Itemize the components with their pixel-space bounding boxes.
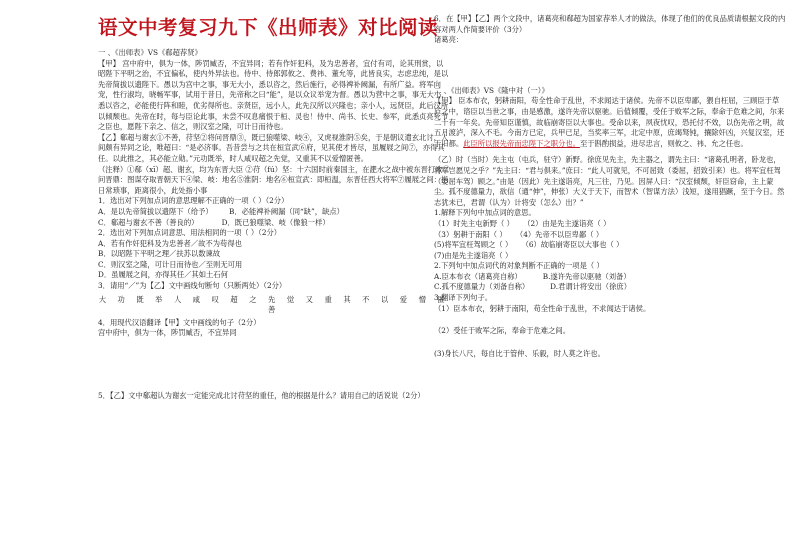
passage-a-2-lead: 【甲】 臣本布衣，躬耕南阳，苟全性命于乱世，不求闻达于诸侯。先帝不以臣卑鄙，猥自枉屈，三顾臣于草庐之中，谘臣以当世之事，由是感激，遂许先帝以驱驰。后值倾覆，受任于败军之际，奉命于危难之间，尔来二十有一年矣。先帝知臣谨慎，故临崩寄臣以大事也。受命以来，夙夜忧叹，恐托付不效，以伤先帝之明，故五月渡泸，深入不毛。今南方已定，兵甲已足，当奖率三军，北定中原，庶竭驽钝，攘除奸凶，兴复汉室，还于旧都。 [434,96,785,148]
q4-stem: 4．用现代汉语翻译【甲】文中画线的句子（2分） [98,317,261,327]
q2-option-a: A．若有作奸犯科及为忠善者／故不为苟得也 [98,238,242,248]
answer-space [98,339,450,379]
r-q3-sentence-3: (3)身长八尺，每自比于管仲、乐毅，时人莫之许也。 [434,348,605,358]
r-q1-item-6: （6）故临崩寄臣以大事也（ ） [521,240,624,250]
r-q2-option-a: A.臣本布衣（诸葛亮自称） [434,271,522,281]
r-q2-option-b: B.遂许先帝以驱驰（刘备） [542,271,631,281]
r-q1-item-1: （1）时先主屯新野（ ） [434,218,514,228]
passage-b-2: （乙）时（当时）先主屯（屯兵，驻守）新野。徐庶见先主，先主器之，谓先主曰：“诸葛孔明者，卧龙也，将军岂愿见之乎？”先主曰：“君与俱来。”庶曰：“此人可就见，不可屈致（委屈，招致引来）也。将军宜枉驾（委屈车驾）顾之。”由是（因此）先主遂诣亮，凡三往，乃见。因屏人曰：“汉室倾颓，奸臣窃命，主上蒙尘。孤不度德量力，欲信（通“伸”，伸张）大义于天下，而智术（智谋方法）浅短，遂用猖蹶，至于今日。然志犹未已，君谓（认为）计将安（怎么）出？” [434,155,785,207]
passage-notes: （注释）①郗（xī）超、谢玄，均为东晋大臣 ②苻（fú）坚：十六国时前秦国主，在淝水之战中被东晋打败③问晋鼎：图谋夺取晋朝天下④梁、岐：地名⑤淮阴：地名⑥桓宣武：即桓温，东晋任西大将军⑦履屐之间：指日常琐事，距离很小，此处指小事 [98,164,450,195]
r-q1-row [434,219,786,230]
q2-option-b: B．以昭陛下平明之理／扶苏以数谏故 [98,249,221,259]
r-q1-stem: 1.解释下列句中加点词的意思。 [434,208,536,218]
r-q2-row [434,282,786,293]
r-q2-row [434,272,786,283]
passage-a-2-tail: 至于斟酌损益，进尽忠言，则攸之、祎、允之任也。 [579,138,748,148]
left-column [98,48,450,402]
r-q1-item-2: （2）由是先主遂诣亮（ ） [523,218,611,228]
q6-answer-label: 诸葛亮： [434,35,464,45]
passage-a-2 [434,96,786,149]
r-q2-option-d: D.君谓计将安出（徐庶） [550,282,631,292]
r-q1-row [434,240,786,251]
passage-a: 【甲】 宫中府中，俱为一体，陟罚臧否，不宜异同；若有作奸犯科，及为忠善者，宜付有司，论其刑赏，以昭陛下平明之治，不宜偏私，使内外异法也。侍中、侍郎郭攸之、费祎、董允等，此皆良实，志虑忠纯，是以先帝简拔以遗陛下。愚以为宫中之事，事无大小，悉以咨之，然后施行，必得裨补阙漏，有所广益。将军向宠，性行淑均，晓畅军事，试用于昔日，先帝称之曰“能”，是以众议举宠为督。愚以为营中之事，事无大小，悉以咨之，必能使行阵和睦，优劣得所也。亲贤臣，远小人，此先汉所以兴隆也；亲小人，远贤臣，此后汉所以倾颓也。先帝在时，每与臣论此事，未尝不叹息痛恨于桓、灵也！侍中、尚书、长史、参军，此悉贞亮死节之臣也，愿陛下亲之、信之，则汉室之隆，可计日而待也。 [98,58,449,132]
r-q1-item-3: （3）躬耕于南阳（ ） [434,229,507,239]
r-q1-item-4: （4）先帝不以臣卑鄙（ ） [515,229,604,239]
q5-stem: 5．【乙】文中郗超认为谢玄一定能完成北讨苻坚的重任，他的根据是什么？请用自己的话说说（2分） [98,391,425,401]
q1-option-d: D．既已狼噬梁、岐（像狼一样） [221,217,330,227]
page-title: 语文中考复习九下《出师表》对比阅读 [98,16,439,39]
q2-option-c: C．则汉室之隆，可计日而待也／至则无可用 [98,259,243,269]
q6-stem: 6．在【甲】【乙】两个文段中，诸葛亮和郗超为国家荐举人才的做法，体现了他们的优良品质请根据文段的内容对两人作简要评价（3分） [434,14,786,34]
section-heading-2: 二 、《出师表》VS《隆中对（一）》 [434,85,549,95]
q1-option-c: C．郗超与谢玄不善（善良的） [98,217,199,227]
r-q3-stem: 3.翻译下列句子。 [434,293,493,303]
q3-sentence: 大 功 既 举 人 咸 叹 超 之 先 觉 又 重 其 不 以 爱 憎 匿 善 [98,294,450,315]
r-q1-item-7: (7)由是先主遂诣亮（ ） [434,250,513,260]
q2-option-d: D．虽履屐之间，亦得其任／其如土石何 [98,270,228,280]
r-q2-stem: 2.下列句中加点词代的对象判断不正确的一项是（ ） [434,261,604,271]
answer-space [98,379,450,391]
passage-a-2-underlined-sentence: 此臣所以报先帝而忠陛下之职分也。 [463,138,580,148]
r-q1-row [434,230,786,241]
answer-space [434,337,786,349]
r-q3-sentence-2: （2）受任于败军之际，奉命于危难之间。 [434,326,570,336]
q1-option-a: A．是以先帝简拔以遗陛下（给予） [98,206,213,216]
answer-space [434,46,786,86]
q1-options-row [98,207,450,218]
right-column [434,14,786,359]
q4-sentence: 宫中府中，俱为一体，陟罚臧否，不宜异同 [98,328,237,338]
q1-option-b: B．必能裨补阙漏（同“缺”，缺点） [228,206,344,216]
r-q2-option-c: C.孤不度德量力（刘备自称） [434,282,530,292]
q3-stem: 3．请用“／”为【乙】文中画线句断句（只断两处）（2分） [98,281,287,291]
r-q1-item-5: (5)将军宜枉驾顾之（ ） [434,240,513,250]
section-heading-1: 一 、《出师表》VS《郗超荐贤》 [98,48,202,57]
passage-b: 【乙】郗超与谢玄①不善，苻坚②将问晋鼎③，既已狼噬梁、岐④，又虎视淮阴⑤矣，于是朝议遣玄北讨，人间颇有异同之论，唯超曰：“是必济事。吾昔尝与之共在桓宣武⑥府，见其使才皆尽，虽履屐之间⑦，亦得其任。以此推之，其必能立勋。”元功既举，时人咸叹超之先觉，又重其不以爱憎匿善。 [98,132,449,163]
q1-options-row [98,218,450,229]
q1-stem: 1．选出对下列加点词的意思理解不正确的一项（ ）（2分） [98,196,289,206]
r-q3-sentence-1: （1）臣本布衣，躬耕于南阳，苟全性命于乱世，不求闻达于诸侯。 [434,303,651,313]
q2-stem: 2．选出对下列加点词意思、用法相同的一项（ ）（2分） [98,228,282,238]
answer-space [434,314,786,326]
